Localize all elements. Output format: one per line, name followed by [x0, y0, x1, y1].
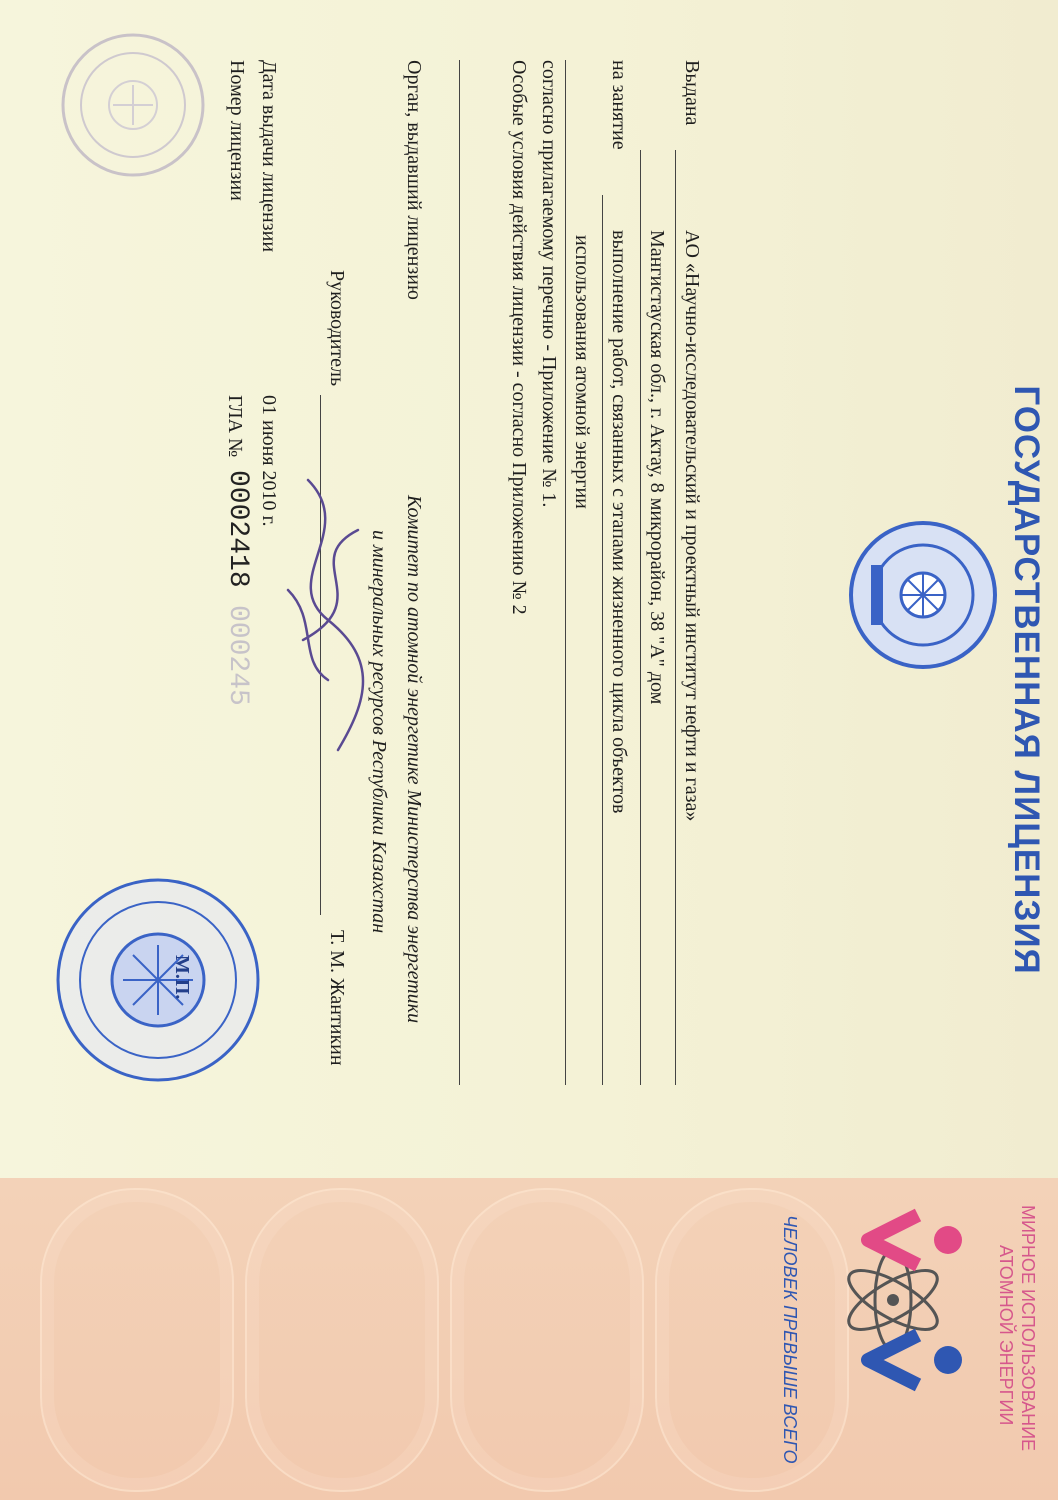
address-value: Мангистауская обл., г. Актау, 8 микрорайон, 38 "А" дом: [646, 230, 668, 705]
head-label: Руководитель: [326, 270, 348, 387]
list-text: согласно прилагаемому перечню - Приложение № 1.: [538, 60, 560, 508]
head-name: Т. М. Жантикин: [326, 930, 348, 1066]
logo-line-2: АТОМНОЙ ЭНЕРГИИ: [996, 1245, 1016, 1426]
logo-line-1: МИРНОЕ ИСПОЛЬЗОВАНИЕ: [1018, 1205, 1038, 1452]
issued-to-underline: [675, 150, 676, 1085]
activity-value-2: использования атомной энергии: [571, 235, 593, 509]
address-underline: [640, 150, 641, 1085]
activity-label: на занятие: [608, 60, 630, 150]
issuer-label: Орган, выдавший лицензию: [403, 60, 425, 300]
state-emblem-icon: [848, 520, 998, 670]
activity-value-1: выполнение работ, связанных с этапами жизненного цикла объектов: [608, 230, 630, 814]
issued-to-value: АО «Научно-исследовательский и проектный институт нефти и газа»: [681, 230, 703, 822]
page-title: ГОСУДАРСТВЕННАЯ ЛИЦЕНЗИЯ: [1007, 385, 1046, 975]
official-stamp-icon: [53, 875, 263, 1085]
date-label: Дата выдачи лицензии: [258, 60, 280, 253]
issuer-value-1: Комитет по атомной энергетике Министерства энергетики: [403, 495, 425, 1024]
activity-underline: [602, 195, 603, 1085]
ghost-number: 000245: [222, 605, 253, 706]
number-label: Номер лицензии: [226, 60, 248, 201]
faint-seal-icon: [58, 30, 208, 180]
logo-tagline: ЧЕЛОВЕК ПРЕВЫШЕ ВСЕГО: [780, 1215, 800, 1464]
atom-logo-icon: [808, 1200, 978, 1400]
conditions-underline: [459, 60, 460, 1085]
signature-icon: [268, 470, 398, 770]
issuer-value-2: и минеральных ресурсов Республики Казахстан: [368, 530, 390, 934]
date-value: 01 июня 2010 г.: [258, 395, 280, 527]
activity-underline-2: [565, 60, 566, 1085]
issued-to-label: Выдана: [681, 60, 703, 126]
number-prefix: ГЛА №: [224, 395, 246, 458]
conditions-text: Особые условия действия лицензии - согласно Приложению № 2: [508, 60, 530, 615]
stamp-mark: М.П.: [171, 955, 193, 1000]
license-number: 0002418: [222, 470, 253, 588]
